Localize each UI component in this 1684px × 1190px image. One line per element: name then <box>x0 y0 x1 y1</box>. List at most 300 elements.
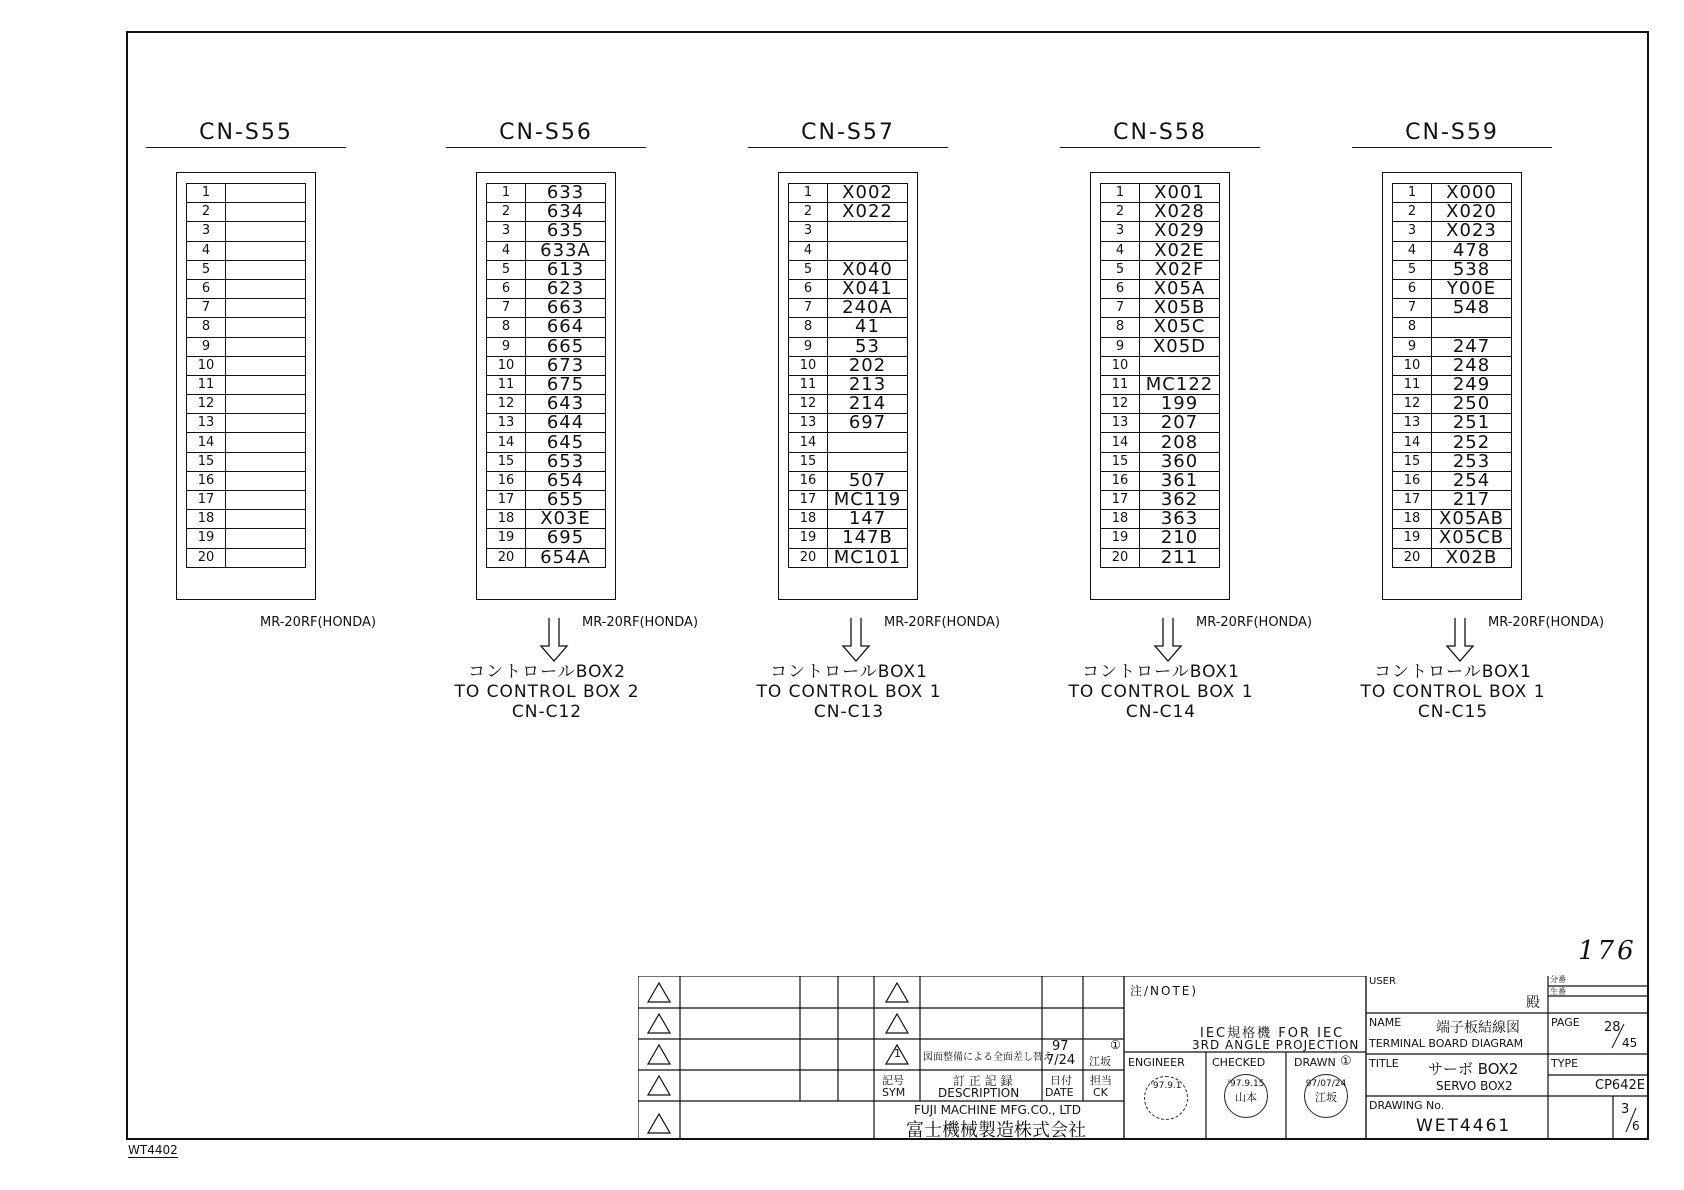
pin-number: 5 <box>1101 260 1140 279</box>
connector-title: CN-S58 <box>1060 120 1260 148</box>
pin-number: 7 <box>1101 299 1140 318</box>
pin-number: 10 <box>1393 356 1432 375</box>
drawing-no-label: DRAWING No. <box>1369 1099 1445 1112</box>
pin-number: 16 <box>187 471 226 490</box>
pin-signal <box>226 299 306 318</box>
pin-row <box>187 395 306 414</box>
pin-row <box>487 279 606 298</box>
revision-checker: 江坂 <box>1089 1055 1111 1068</box>
pin-row <box>1101 491 1220 510</box>
pin-number: 10 <box>789 356 828 375</box>
pin-table <box>486 183 606 568</box>
pin-signal <box>226 414 306 433</box>
pin-row <box>187 184 306 203</box>
pin-signal: 623 <box>526 279 606 298</box>
pin-table <box>788 183 908 568</box>
pin-number: 17 <box>789 491 828 510</box>
pin-signal: 664 <box>526 318 606 337</box>
pin-row <box>1101 318 1220 337</box>
pin-row <box>487 260 606 279</box>
pin-row <box>187 318 306 337</box>
pin-number: 19 <box>1393 529 1432 548</box>
pin-row <box>487 203 606 222</box>
pin-signal: 360 <box>1140 452 1220 471</box>
rev-header-sym-jp: 記号 <box>882 1074 904 1087</box>
pin-row <box>1393 471 1512 490</box>
pin-signal <box>226 260 306 279</box>
pin-number: 16 <box>789 471 828 490</box>
pin-row <box>789 241 908 260</box>
title-en: SERVO BOX2 <box>1436 1079 1513 1093</box>
pin-number: 7 <box>1393 299 1432 318</box>
pin-number: 14 <box>487 433 526 452</box>
destination-jp: コントロールBOX1 <box>1374 662 1532 682</box>
pin-number: 7 <box>487 299 526 318</box>
pin-signal: 147 <box>828 510 908 529</box>
pin-signal: 240A <box>828 299 908 318</box>
pin-signal <box>226 222 306 241</box>
page-number: 28 <box>1604 1020 1621 1035</box>
pin-number: 9 <box>1101 337 1140 356</box>
destination-en: TO CONTROL BOX 1 <box>1068 682 1254 702</box>
pin-number: 1 <box>789 184 828 203</box>
revision-description: 図面整備による全面差し替え <box>923 1052 1053 1063</box>
down-arrow-icon <box>539 618 569 662</box>
pin-number: 6 <box>789 279 828 298</box>
pin-row <box>789 222 908 241</box>
pin-signal <box>226 279 306 298</box>
pin-number: 16 <box>487 471 526 490</box>
pin-number: 11 <box>487 375 526 394</box>
pin-signal <box>226 318 306 337</box>
pin-row <box>789 318 908 337</box>
pin-row <box>1101 414 1220 433</box>
pin-number: 14 <box>1101 433 1140 452</box>
pin-row <box>487 337 606 356</box>
pin-number: 11 <box>1393 375 1432 394</box>
connector-model: MR-20RF(HONDA) <box>1488 615 1605 630</box>
engineer-stamp <box>1144 1076 1188 1120</box>
pin-table <box>1100 183 1220 568</box>
pin-signal: X022 <box>828 203 908 222</box>
pin-number: 2 <box>187 203 226 222</box>
name-en: TERMINAL BOARD DIAGRAM <box>1369 1037 1524 1050</box>
seiban-label: 生番 <box>1550 987 1566 996</box>
drawn-stamp-date: 97/07/24 <box>1305 1079 1347 1089</box>
title-jp: サーボ BOX2 <box>1428 1060 1519 1078</box>
name-jp: 端子板結線図 <box>1436 1020 1520 1036</box>
pin-signal: 214 <box>828 395 908 414</box>
destination-jp: コントロールBOX1 <box>1082 662 1240 682</box>
pin-signal <box>226 491 306 510</box>
pin-number: 4 <box>1101 241 1140 260</box>
sheet-number: 3 <box>1621 1102 1630 1117</box>
pin-table <box>186 183 306 568</box>
checked-stamp <box>1224 1074 1268 1118</box>
pin-row <box>187 529 306 548</box>
pin-signal <box>226 184 306 203</box>
pin-row <box>487 241 606 260</box>
drawn-stamp <box>1304 1074 1348 1118</box>
pin-number: 3 <box>1393 222 1432 241</box>
down-arrow-icon <box>841 618 871 662</box>
pin-number: 5 <box>789 260 828 279</box>
pin-row <box>187 375 306 394</box>
pin-signal: X02B <box>1432 548 1512 567</box>
pin-row <box>789 433 908 452</box>
pin-signal: X05CB <box>1432 529 1512 548</box>
pin-signal: 254 <box>1432 471 1512 490</box>
down-arrow-icon <box>1445 618 1475 662</box>
pin-number: 17 <box>487 491 526 510</box>
connector-title: CN-S59 <box>1352 120 1552 148</box>
company-name-jp: 富士機械製造株式会社 <box>906 1120 1086 1141</box>
pin-number: 1 <box>1101 184 1140 203</box>
pin-table <box>1392 183 1512 568</box>
note-line-1: IEC規格機 FOR IEC <box>1200 1026 1345 1041</box>
pin-row <box>1393 414 1512 433</box>
pin-signal: 211 <box>1140 548 1220 567</box>
pin-row <box>789 510 908 529</box>
revision-symbol: 1 <box>894 1047 901 1060</box>
pin-number: 13 <box>789 414 828 433</box>
pin-row <box>1393 260 1512 279</box>
connector-model: MR-20RF(HONDA) <box>884 615 1001 630</box>
sheet-total: 6 <box>1632 1119 1640 1133</box>
pin-number: 9 <box>187 337 226 356</box>
destination-label <box>734 662 964 722</box>
pin-row <box>1393 452 1512 471</box>
pin-row <box>187 279 306 298</box>
pin-number: 9 <box>1393 337 1432 356</box>
pin-row <box>1393 299 1512 318</box>
pin-number: 8 <box>187 318 226 337</box>
destination-label <box>432 662 662 722</box>
pin-number: 7 <box>187 299 226 318</box>
pin-signal <box>226 433 306 452</box>
pin-signal <box>828 241 908 260</box>
pin-signal <box>226 471 306 490</box>
pin-number: 13 <box>1393 414 1432 433</box>
pin-number: 14 <box>187 433 226 452</box>
pin-signal <box>226 548 306 567</box>
connector-pin-box <box>176 172 316 600</box>
pin-signal: 202 <box>828 356 908 375</box>
pin-signal <box>1432 318 1512 337</box>
user-label: USER <box>1369 976 1396 987</box>
pin-number: 20 <box>187 548 226 567</box>
pin-signal: 363 <box>1140 510 1220 529</box>
pin-number: 9 <box>789 337 828 356</box>
pin-number: 3 <box>1101 222 1140 241</box>
pin-number: 6 <box>1393 279 1432 298</box>
pin-signal <box>226 337 306 356</box>
pin-number: 3 <box>487 222 526 241</box>
pin-signal <box>226 395 306 414</box>
title-block <box>638 976 1649 1140</box>
pin-row <box>187 337 306 356</box>
pin-row <box>1101 471 1220 490</box>
pin-row <box>1101 510 1220 529</box>
pin-signal: 673 <box>526 356 606 375</box>
connector-pin-box <box>1382 172 1522 600</box>
drawn-label: DRAWN <box>1294 1056 1336 1069</box>
pin-signal: 613 <box>526 260 606 279</box>
pin-number: 12 <box>187 395 226 414</box>
page-label: PAGE <box>1551 1016 1580 1029</box>
pin-row <box>1393 279 1512 298</box>
pin-signal: 697 <box>828 414 908 433</box>
pin-row <box>487 395 606 414</box>
pin-signal: 643 <box>526 395 606 414</box>
pin-row <box>1101 279 1220 298</box>
pin-row <box>1393 222 1512 241</box>
pin-signal: X040 <box>828 260 908 279</box>
type-value: CP642E <box>1595 1078 1645 1093</box>
destination-en: TO CONTROL BOX 2 <box>454 682 640 702</box>
pin-row <box>789 337 908 356</box>
pin-signal: 645 <box>526 433 606 452</box>
pin-signal: 253 <box>1432 452 1512 471</box>
pin-number: 5 <box>487 260 526 279</box>
pin-number: 13 <box>187 414 226 433</box>
pin-row <box>789 279 908 298</box>
pin-row <box>187 299 306 318</box>
pin-number: 20 <box>789 548 828 567</box>
connector-pin-box <box>1090 172 1230 600</box>
pin-signal <box>828 452 908 471</box>
pin-signal: X000 <box>1432 184 1512 203</box>
sheet-fraction-slash <box>1620 1104 1640 1134</box>
rev-header-desc-en: DESCRIPTION <box>938 1086 1020 1100</box>
pin-row <box>487 414 606 433</box>
pin-number: 5 <box>187 260 226 279</box>
pin-row <box>1393 337 1512 356</box>
connector-pin-box <box>778 172 918 600</box>
pin-signal: 208 <box>1140 433 1220 452</box>
pin-number: 18 <box>487 510 526 529</box>
destination-conn: CN-C12 <box>511 702 583 722</box>
destination-label <box>1338 662 1568 722</box>
destination-conn: CN-C13 <box>813 702 885 722</box>
pin-signal: 634 <box>526 203 606 222</box>
name-label: NAME <box>1369 1016 1402 1029</box>
pin-number: 3 <box>789 222 828 241</box>
pin-number: 19 <box>487 529 526 548</box>
pin-number: 6 <box>187 279 226 298</box>
pin-signal <box>226 203 306 222</box>
pin-number: 4 <box>1393 241 1432 260</box>
pin-row <box>789 184 908 203</box>
pin-number: 19 <box>187 529 226 548</box>
pin-signal: 644 <box>526 414 606 433</box>
pin-signal: X028 <box>1140 203 1220 222</box>
rev-header-ck-jp: 担当 <box>1090 1074 1112 1087</box>
engineer-stamp-date: '97.9.1 <box>1150 1081 1182 1091</box>
pin-row <box>487 184 606 203</box>
checked-stamp-name: 山本 <box>1235 1091 1257 1104</box>
pin-signal: 655 <box>526 491 606 510</box>
pin-row <box>487 491 606 510</box>
pin-signal: 633 <box>526 184 606 203</box>
pin-signal: 665 <box>526 337 606 356</box>
revision-date: 7/24 <box>1046 1053 1076 1068</box>
pin-number: 12 <box>1101 395 1140 414</box>
pin-signal: 41 <box>828 318 908 337</box>
pin-signal <box>1140 356 1220 375</box>
pin-signal: MC101 <box>828 548 908 567</box>
pin-signal: 654A <box>526 548 606 567</box>
pin-number: 17 <box>187 491 226 510</box>
destination-label <box>1046 662 1276 722</box>
pin-number: 19 <box>789 529 828 548</box>
pin-row <box>487 318 606 337</box>
pin-signal: X001 <box>1140 184 1220 203</box>
bunban-label: 分番 <box>1550 975 1566 984</box>
page-total: 45 <box>1622 1036 1638 1050</box>
pin-row <box>187 414 306 433</box>
pin-signal: 653 <box>526 452 606 471</box>
pin-signal: X05AB <box>1432 510 1512 529</box>
pin-number: 13 <box>1101 414 1140 433</box>
down-arrow-icon <box>1153 618 1183 662</box>
pin-number: 20 <box>1101 548 1140 567</box>
pin-signal <box>828 433 908 452</box>
pin-number: 14 <box>789 433 828 452</box>
pin-number: 9 <box>487 337 526 356</box>
rev-header-desc-jp: 訂 正 記 録 <box>953 1074 1013 1088</box>
pin-signal <box>226 356 306 375</box>
pin-row <box>1393 548 1512 567</box>
pin-row <box>1101 529 1220 548</box>
pin-signal: 633A <box>526 241 606 260</box>
pin-row <box>1101 203 1220 222</box>
pin-row <box>1393 241 1512 260</box>
pin-signal: 247 <box>1432 337 1512 356</box>
pin-row <box>187 356 306 375</box>
title-label: TITLE <box>1369 1057 1399 1070</box>
pin-number: 8 <box>789 318 828 337</box>
pin-row <box>789 356 908 375</box>
pin-row <box>1101 375 1220 394</box>
pin-signal: 478 <box>1432 241 1512 260</box>
pin-row <box>1393 433 1512 452</box>
note-label: 注/NOTE) <box>1130 984 1199 998</box>
connector-model: MR-20RF(HONDA) <box>1196 615 1313 630</box>
pin-signal: 210 <box>1140 529 1220 548</box>
pin-signal: 635 <box>526 222 606 241</box>
rev-header-date-en: DATE <box>1045 1086 1074 1099</box>
pin-number: 11 <box>789 375 828 394</box>
pin-number: 2 <box>1393 203 1432 222</box>
corner-code: WT4402 <box>128 1143 178 1157</box>
pin-row <box>1101 222 1220 241</box>
drawing-no: WET4461 <box>1416 1116 1512 1136</box>
pin-row <box>187 222 306 241</box>
pin-number: 1 <box>487 184 526 203</box>
pin-signal <box>828 222 908 241</box>
rev-header-sym-en: SYM <box>882 1086 906 1099</box>
pin-signal: X029 <box>1140 222 1220 241</box>
pin-number: 18 <box>789 510 828 529</box>
pin-number: 19 <box>1101 529 1140 548</box>
pin-number: 1 <box>187 184 226 203</box>
pin-number: 16 <box>1101 471 1140 490</box>
pin-row <box>789 260 908 279</box>
pin-row <box>487 529 606 548</box>
pin-row <box>1101 452 1220 471</box>
pin-number: 18 <box>187 510 226 529</box>
pin-row <box>789 395 908 414</box>
pin-number: 15 <box>789 452 828 471</box>
pin-signal: 695 <box>526 529 606 548</box>
pin-row <box>187 452 306 471</box>
pin-signal: 251 <box>1432 414 1512 433</box>
pin-number: 20 <box>487 548 526 567</box>
pin-number: 13 <box>487 414 526 433</box>
pin-row <box>1101 299 1220 318</box>
page-fraction-slash <box>1604 1020 1628 1050</box>
pin-row <box>789 491 908 510</box>
pin-signal: 248 <box>1432 356 1512 375</box>
pin-row <box>187 471 306 490</box>
pin-number: 11 <box>1101 375 1140 394</box>
company-name-en: FUJI MACHINE MFG.CO., LTD <box>914 1103 1081 1117</box>
pin-row <box>789 471 908 490</box>
checked-label: CHECKED <box>1212 1056 1266 1069</box>
pin-row <box>487 356 606 375</box>
pin-number: 18 <box>1393 510 1432 529</box>
pin-row <box>187 260 306 279</box>
pin-signal <box>226 510 306 529</box>
pin-signal: 538 <box>1432 260 1512 279</box>
pin-row <box>187 548 306 567</box>
connector-title: CN-S55 <box>146 120 346 148</box>
pin-number: 4 <box>789 241 828 260</box>
pin-row <box>187 433 306 452</box>
pin-signal: 654 <box>526 471 606 490</box>
pin-number: 10 <box>487 356 526 375</box>
pin-signal <box>226 452 306 471</box>
pin-number: 7 <box>789 299 828 318</box>
pin-row <box>789 452 908 471</box>
pin-signal: X023 <box>1432 222 1512 241</box>
pin-row <box>487 299 606 318</box>
pin-number: 17 <box>1101 491 1140 510</box>
pin-number: 8 <box>1393 318 1432 337</box>
pin-number: 12 <box>487 395 526 414</box>
pin-number: 15 <box>1101 452 1140 471</box>
pin-number: 3 <box>187 222 226 241</box>
pin-number: 17 <box>1393 491 1432 510</box>
pin-signal: 663 <box>526 299 606 318</box>
pin-number: 20 <box>1393 548 1432 567</box>
pin-row <box>789 203 908 222</box>
pin-row <box>789 414 908 433</box>
pin-number: 6 <box>487 279 526 298</box>
pin-signal: 548 <box>1432 299 1512 318</box>
connector-model: MR-20RF(HONDA) <box>582 615 699 630</box>
pin-signal: 675 <box>526 375 606 394</box>
pin-signal: X020 <box>1432 203 1512 222</box>
drawn-stamp-name: 江坂 <box>1315 1091 1337 1104</box>
engineer-label: ENGINEER <box>1128 1056 1185 1069</box>
pin-row <box>1393 395 1512 414</box>
pin-signal: 53 <box>828 337 908 356</box>
pin-row <box>1101 433 1220 452</box>
handwritten-page-number: 176 <box>1578 936 1637 966</box>
pin-row <box>1101 184 1220 203</box>
